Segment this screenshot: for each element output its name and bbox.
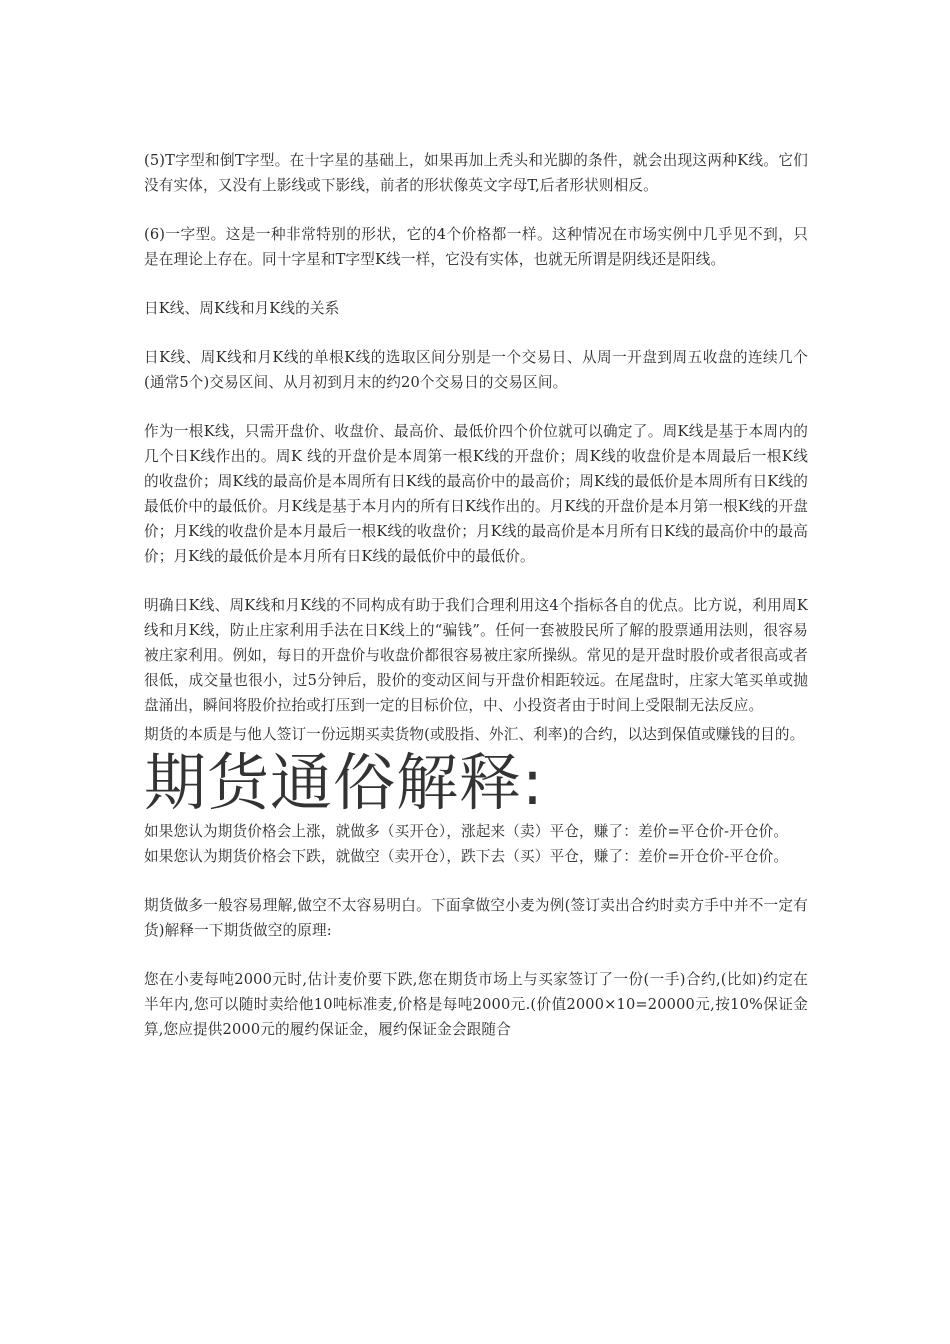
paragraph-short-position: 如果您认为期货价格会下跌，就做空（卖开仓），跌下去（买）平仓，赚了：差价=开仓价-平仓价。 xyxy=(144,848,789,865)
section-heading-kline-relation: 日K线、周K线和月K线的关系 xyxy=(144,300,340,317)
paragraph-wheat-example: 您在小麦每吨2000元时,估计麦价要下跌,您在期货市场上与买家签订了一份(一手)合约,(比如)约定在半年内,您可以随时卖给他10吨标准麦,价格是每吨2000元.(价值2000×10=20000元,按10%保证金算,您应提供2000元的履约保证金，履约保证金会跟随合 xyxy=(144,971,808,1038)
paragraph-t-shape: (5)T字型和倒T字型。在十字星的基础上，如果再加上秃头和光脚的条件，就会出现这两种K线。它们没有实体，又没有上影线或下影线，前者的形状像英文字母T,后者形状则相反。 xyxy=(144,152,808,194)
futures-title: 期货通俗解释: xyxy=(144,746,544,819)
paragraph-kline-intervals: 日K线、周K线和月K线的单根K线的选取区间分别是一个交易日、从周一开盘到周五收盘的连续几个(通常5个)交易区间、从月初到月末的约20个交易日的交易区间。 xyxy=(144,349,808,391)
paragraph-one-shape: (6)一字型。这是一种非常特别的形状，它的4个价格都一样。这种情况在市场实例中几乎见不到，只是在理论上存在。同十字星和T字型K线一样，它没有实体，也就无所谓是阴线还是阳线。 xyxy=(144,226,808,268)
paragraph-kline-usage: 明确日K线、周K线和月K线的不同构成有助于我们合理利用这4个指标各自的优点。比方说，利用周K线和月K线，防止庄家利用手法在日K线上的“骗钱”。任何一套被股民所了解的股票通用法则，很容易被庄家利用。例如，每日的开盘价与收盘价都很容易被庄家所操纵。常见的是开盘时股价或者很高或者很低，成交量也很小，过5分钟后，股价的变动区间与开盘价相距较远。在尾盘时，庄家大笔买单或抛盘涌出，瞬间将股价拉抬或打压到一定的目标价位，中、小投资者由于时间上受限制无法反应。 xyxy=(144,597,808,714)
paragraph-short-explain: 期货做多一般容易理解,做空不太容易明白。下面拿做空小麦为例(签订卖出合约时卖方手中并不一定有货)解释一下期货做空的原理: xyxy=(144,897,808,939)
paragraph-kline-prices: 作为一根K线，只需开盘价、收盘价、最高价、最低价四个价位就可以确定了。周K线是基于本周内的几个日K线作出的。周K 线的开盘价是本周第一根K线的开盘价；周K线的收盘价是本周最后一根K线的收盘价；周K线的最高价是本周所有日K线的最高价中的最高价；周K线的最低价是本周所有日K线的最低价中的最低价。月K线是基于本月内的所有日K线作出的。月K线的开盘价是本月第一根K线的开盘价；月K线的收盘价是本月最后一根K线的收盘价；月K线的最高价是本月所有日K线的最高价中的最高价；月K线的最低价是本月所有日K线的最低价中的最低价。 xyxy=(144,423,808,565)
paragraph-futures-essence: 期货的本质是与他人签订一份远期买卖货物(或股指、外汇、利率)的合约，以达到保值或赚钱的目的。 xyxy=(144,726,805,743)
document-body xyxy=(144,148,808,1042)
paragraph-long-position: 如果您认为期货价格会上涨，就做多（买开仓），涨起来（卖）平仓，赚了：差价=平仓价-开仓价。 xyxy=(144,823,789,840)
